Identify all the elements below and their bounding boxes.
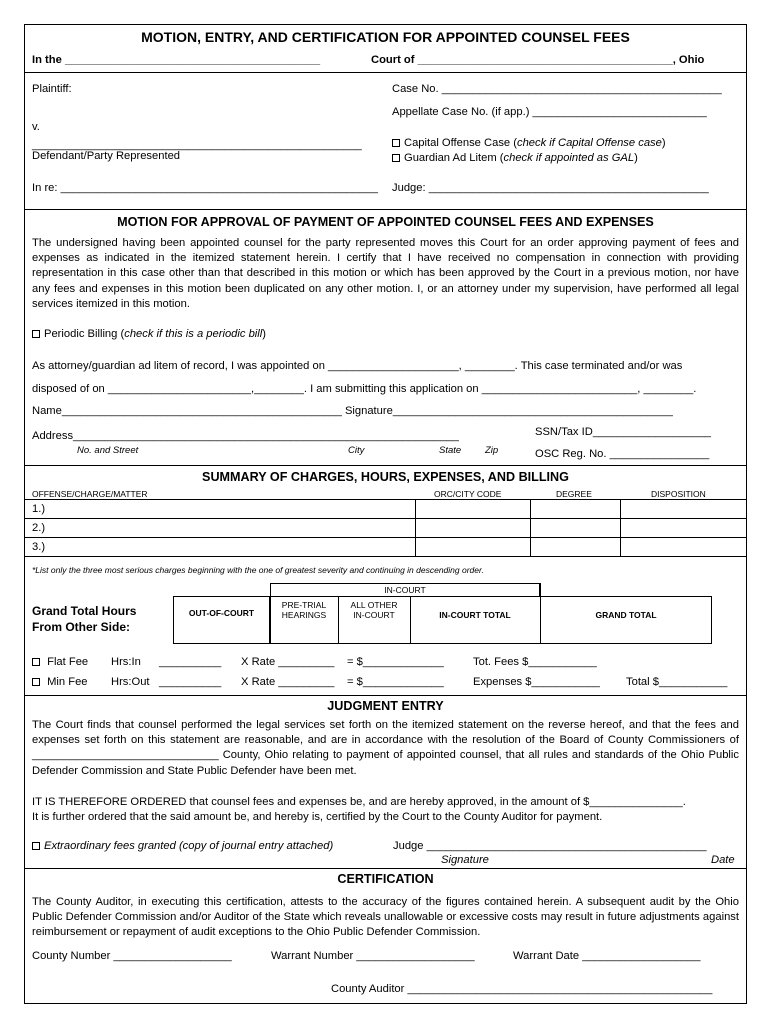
grand-total-header: GRAND TOTAL — [595, 610, 657, 620]
address-field[interactable]: Address______________________________________________________________ — [32, 430, 459, 442]
amount-in-field[interactable]: = $_____________ — [347, 656, 444, 668]
grand-total-hours-label: Grand Total Hours — [32, 604, 137, 618]
certification-body: The County Auditor, in executing this certification, attests to the accuracy of the figures contained herein. A subsequent audit by the Ohio Public Defender Commission and/or Auditor of the State which reveals unallowable or excessive costs may result in future adjustments against reimbursement or repayment of audit exceptions to the Ohio Public Defender Commission. — [32, 896, 739, 939]
judge-field[interactable]: Judge: _____________________________________________ — [392, 182, 709, 194]
col-offense-header: OFFENSE/CHARGE/MATTER — [32, 489, 148, 499]
periodic-billing-checkbox[interactable] — [32, 330, 40, 338]
certified-line: It is further ordered that the said amount be, and hereby is, certified by the Court to the County Auditor for payment. — [32, 811, 603, 823]
court-of-field[interactable]: Court of _________________________________________, Ohio — [371, 54, 705, 66]
judgment-body: The Court finds that counsel performed the legal services set forth on the itemized statement on the reverse hereof, and that the fees and expenses set forth on this statement are reasonable, and are in accordance with the resolution of the Board of County Commissioners of ______________________________ County, Ohio relating to payment of appointed counsel, that all rules and standards of the Ohio Public Defender Commission and State Public Defender have been met. — [32, 719, 739, 777]
in-court-total-header: IN-COURT TOTAL — [439, 610, 511, 620]
appointed-counsel-fee-form — [24, 24, 747, 1004]
charge-row[interactable]: 3.) — [32, 541, 46, 553]
disposed-date-line[interactable]: disposed of on _______________________,________. I am submitting this application on _________________________, ________. — [32, 383, 697, 395]
out-of-court-cell[interactable] — [173, 596, 270, 644]
summary-title: SUMMARY OF CHARGES, HOURS, EXPENSES, AND BILLING — [202, 470, 569, 484]
divider — [25, 72, 746, 73]
extraordinary-fees-checkbox[interactable] — [32, 842, 40, 850]
amount-out-field[interactable]: = $_____________ — [347, 676, 444, 688]
versus-label: v. — [32, 121, 40, 133]
charges-note: *List only the three most serious charges beginning with the one of greatest severity and continuing in descending order. — [32, 565, 484, 575]
ssn-field[interactable]: SSN/Tax ID___________________ — [535, 426, 712, 438]
col-degree-header: DEGREE — [556, 489, 592, 499]
divider — [25, 695, 746, 696]
in-the-court-field[interactable]: In the _________________________________________ — [32, 54, 321, 66]
total-field[interactable]: Total $___________ — [626, 676, 728, 688]
expenses-field[interactable]: Expenses $___________ — [473, 676, 600, 688]
motion-body: The undersigned having been appointed counsel for the party represented moves this Court for an order approving payment of fees and expenses as indicated in the itemized statement herein. I certify that I have received no compensation in connection with providing representation in this case other than that described in this motion or which has been approved by the Court in a previous motion, nor have any fees and expenses in this motion been duplicated on any other motion. I, or an attorney under my supervision, have performed all legal services itemized in this motion. — [32, 237, 739, 310]
city-caption: City — [348, 445, 365, 456]
flat-fee-checkbox[interactable] — [32, 658, 40, 666]
flat-fee-option[interactable]: Flat Fee — [32, 656, 88, 668]
appellate-case-field[interactable]: Appellate Case No. (if app.) ____________________________ — [392, 106, 707, 118]
hrs-in-field[interactable]: __________ — [159, 656, 222, 668]
charge-row[interactable]: 1.) — [32, 503, 46, 515]
x-rate-in-field[interactable]: X Rate _________ — [241, 656, 335, 668]
ordered-amount-line[interactable]: IT IS THEREFORE ORDERED that counsel fees and expenses be, and are hereby approved, in the amount of $_______________. — [32, 796, 686, 808]
name-signature-line[interactable]: Name_____________________________________________ Signature_____________________________________________ — [32, 405, 673, 417]
pretrial-header: PRE-TRIAL — [281, 600, 327, 610]
col-orc-header: ORC/CITY CODE — [434, 489, 502, 499]
street-caption: No. and Street — [77, 445, 139, 456]
in-court-subheader: IN-COURT — [353, 610, 395, 620]
judgment-title: JUDGMENT ENTRY — [327, 699, 444, 713]
charge-row[interactable]: 2.) — [32, 522, 46, 534]
hrs-out-label: Hrs:Out — [111, 676, 150, 688]
state-caption: State — [439, 445, 462, 456]
capital-offense-checkbox[interactable] — [392, 139, 400, 147]
defendant-field[interactable]: _____________________________________________________ — [32, 139, 362, 151]
x-rate-out-field[interactable]: X Rate _________ — [241, 676, 335, 688]
in-court-header: IN-COURT — [270, 583, 540, 596]
gal-checkbox[interactable] — [392, 154, 400, 162]
signature-caption: Signature — [441, 854, 489, 866]
in-re-field[interactable]: In re: ___________________________________________________ — [32, 182, 378, 194]
extraordinary-fees-option[interactable]: Extraordinary fees granted (copy of journal entry attached) — [32, 840, 333, 852]
out-of-court-header: OUT-OF-COURT — [188, 608, 255, 618]
case-no-field[interactable]: Case No. _____________________________________________ — [392, 83, 722, 95]
plaintiff-label: Plaintiff: — [32, 83, 72, 95]
motion-title: MOTION FOR APPROVAL OF PAYMENT OF APPOINTED COUNSEL FEES AND EXPENSES — [117, 215, 654, 229]
warrant-date-field[interactable]: Warrant Date ___________________ — [513, 950, 701, 962]
judge-signature-field[interactable]: Judge _____________________________________________ — [393, 840, 707, 852]
col-disposition-header: DISPOSITION — [651, 489, 706, 499]
defendant-label: Defendant/Party Represented — [32, 150, 181, 162]
capital-offense-option[interactable]: Capital Offense Case (check if Capital Offense case) — [392, 137, 666, 149]
appointed-date-line[interactable]: As attorney/guardian ad litem of record, I was appointed on _____________________, ________. This case terminated and/or was — [32, 360, 683, 372]
total-fees-field[interactable]: Tot. Fees $___________ — [473, 656, 597, 668]
from-other-side-label: From Other Side: — [32, 620, 131, 634]
divider — [25, 209, 746, 210]
county-number-field[interactable]: County Number ___________________ — [32, 950, 232, 962]
gal-option[interactable]: Guardian Ad Litem (check if appointed as GAL) — [392, 152, 638, 164]
divider — [25, 868, 746, 869]
min-fee-checkbox[interactable] — [32, 678, 40, 686]
periodic-billing-option[interactable]: Periodic Billing (check if this is a periodic bill) — [32, 328, 266, 340]
certification-title: CERTIFICATION — [337, 872, 434, 886]
min-fee-option[interactable]: Min Fee — [32, 676, 88, 688]
osc-reg-field[interactable]: OSC Reg. No. ________________ — [535, 448, 710, 460]
form-title: MOTION, ENTRY, AND CERTIFICATION FOR APPOINTED COUNSEL FEES — [141, 29, 630, 45]
warrant-number-field[interactable]: Warrant Number ___________________ — [271, 950, 475, 962]
hrs-out-field[interactable]: __________ — [159, 676, 222, 688]
hrs-in-label: Hrs:In — [111, 656, 141, 668]
zip-caption: Zip — [485, 445, 499, 456]
all-other-header: ALL OTHER — [350, 600, 398, 610]
county-auditor-field[interactable]: County Auditor _________________________________________________ — [331, 983, 713, 995]
divider — [25, 465, 746, 466]
hearings-header: HEARINGS — [281, 610, 327, 620]
date-caption: Date — [711, 854, 735, 866]
